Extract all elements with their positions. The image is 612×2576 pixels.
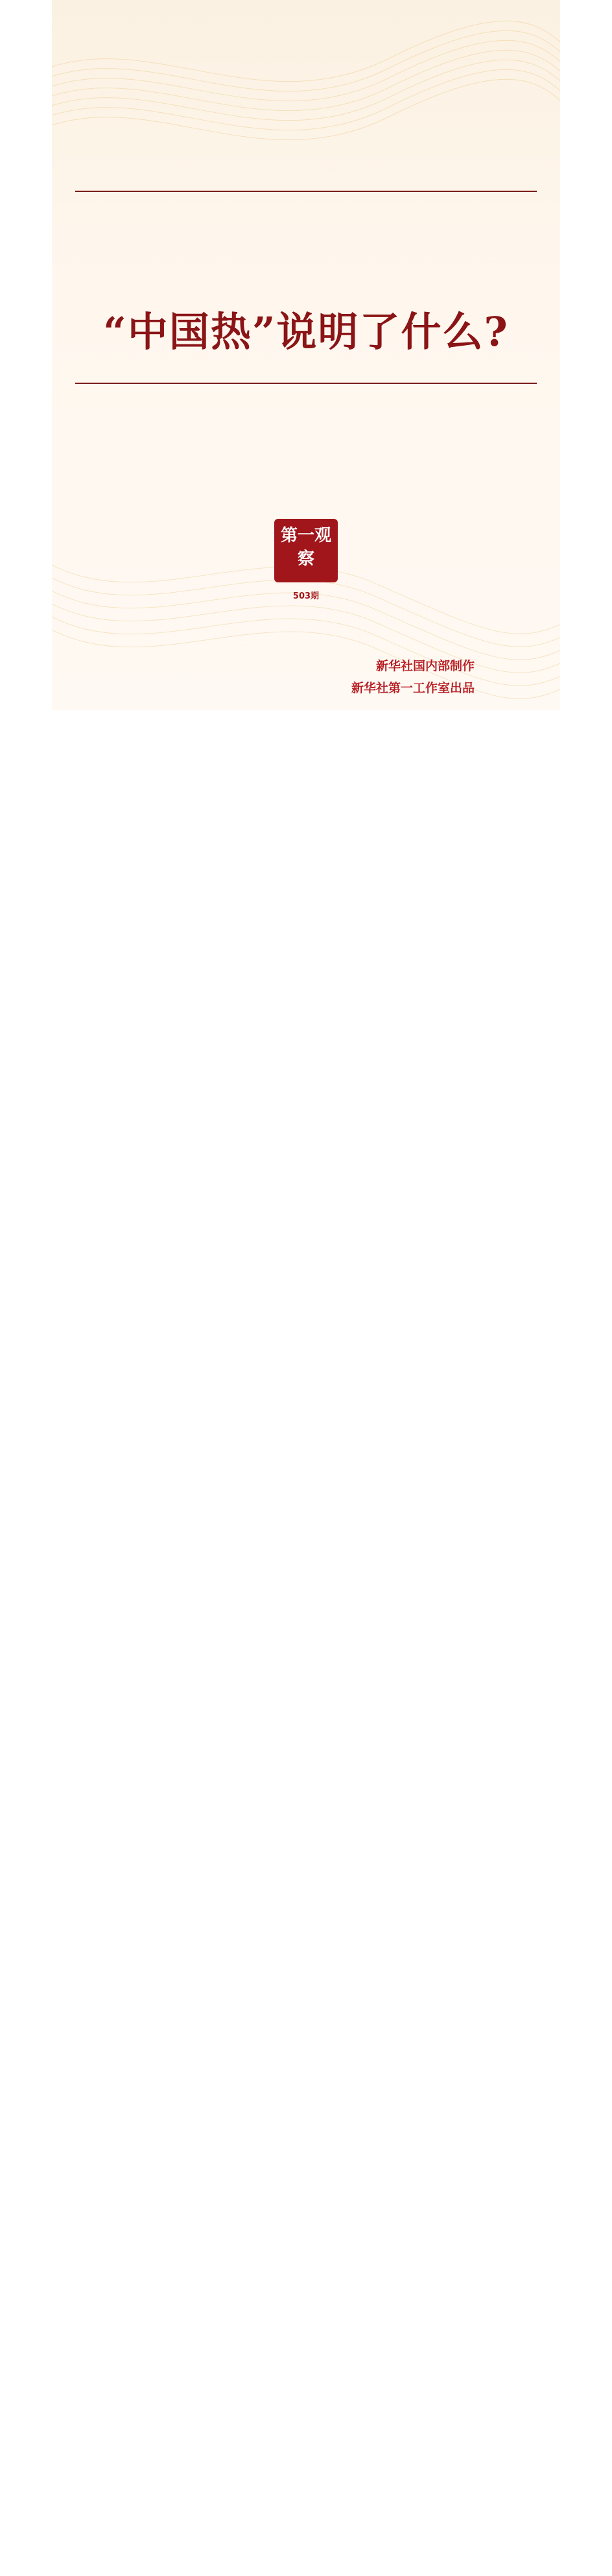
credit-line: 新华社第一工作室出品 [351,681,475,695]
cover-card [52,0,560,710]
bottom-divider [75,383,537,384]
top-divider [75,191,537,192]
column-seal-logo [274,519,338,582]
credit-line: 新华社国内部制作 [375,659,475,673]
seal-text: 第一观察 [280,526,331,569]
cover-title: “中国热”说明了什么? [103,307,509,355]
issue-number: 503期 [292,591,320,601]
credits [351,655,475,699]
